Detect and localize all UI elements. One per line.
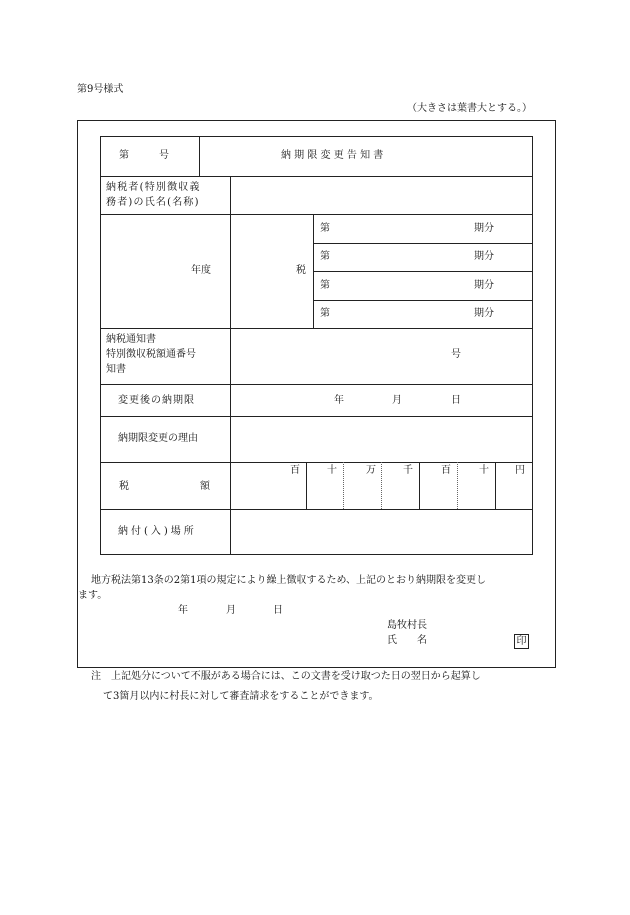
year-label: 年度 (191, 265, 211, 276)
seal-mark: 印 (514, 634, 529, 649)
note-line2: て3箇月以内に村長に対して審査請求をすることができます。 (103, 691, 379, 702)
notice-label-line2: 特別徴収税額通番号 (106, 349, 196, 360)
notice-label-line1: 納税通知書 (106, 334, 156, 345)
unit-ten-thousand-tens: 十 (327, 465, 337, 476)
statement-line2: ます。 (78, 590, 108, 601)
note-line1: 注 上記処分について不服がある場合には、この文書を受け取つた日の翌日から起算し (91, 671, 481, 682)
period-3-suffix: 期分 (474, 280, 494, 291)
new-deadline-label: 変更後の納期限 (118, 395, 195, 406)
period-1-prefix: 第 (320, 223, 330, 234)
period-3-prefix: 第 (320, 280, 330, 291)
period-1-suffix: 期分 (474, 223, 494, 234)
statement-line1: 地方税法第13条の2第1項の規定により繰上徴収するため、上記のとおり納期限を変更し (91, 575, 487, 586)
issue-day-label: 日 (273, 605, 283, 616)
size-note: （大きさは葉書大とする。） (407, 103, 532, 114)
period-4-suffix: 期分 (474, 308, 494, 319)
issue-month-label: 月 (226, 605, 236, 616)
place-label: 納付(入)場所 (118, 526, 197, 537)
period-2-suffix: 期分 (474, 251, 494, 262)
number-label: 第 号 (119, 150, 169, 161)
period-4-prefix: 第 (320, 308, 330, 319)
notice-label-line3: 知書 (106, 364, 126, 375)
issue-year-label: 年 (178, 605, 188, 616)
taxpayer-label-line2: 務者)の氏名(名称) (106, 197, 200, 208)
unit-thousand: 千 (403, 465, 413, 476)
amount-label-left: 税 (119, 481, 129, 492)
unit-hundred: 百 (441, 465, 451, 476)
period-2-prefix: 第 (320, 251, 330, 262)
form-number: 第9号様式 (77, 84, 124, 95)
issuer-name-label: 氏 名 (387, 635, 427, 646)
unit-ten: 十 (479, 465, 489, 476)
unit-yen: 円 (515, 465, 525, 476)
deadline-month-label: 月 (392, 395, 402, 406)
taxpayer-label-line1: 納税者(特別徴収義 (106, 182, 201, 193)
form-title: 納 期 限 変 更 告 知 書 (281, 150, 384, 161)
tax-label: 税 (296, 265, 306, 276)
unit-hundred-thousand: 百 (290, 465, 300, 476)
amount-label-right: 額 (200, 481, 210, 492)
issuer-title: 島牧村長 (387, 620, 427, 631)
reason-label: 納期限変更の理由 (118, 433, 198, 444)
unit-ten-thousand: 万 (366, 465, 376, 476)
notice-number-suffix: 号 (451, 349, 461, 360)
deadline-day-label: 日 (451, 395, 461, 406)
deadline-year-label: 年 (334, 395, 344, 406)
